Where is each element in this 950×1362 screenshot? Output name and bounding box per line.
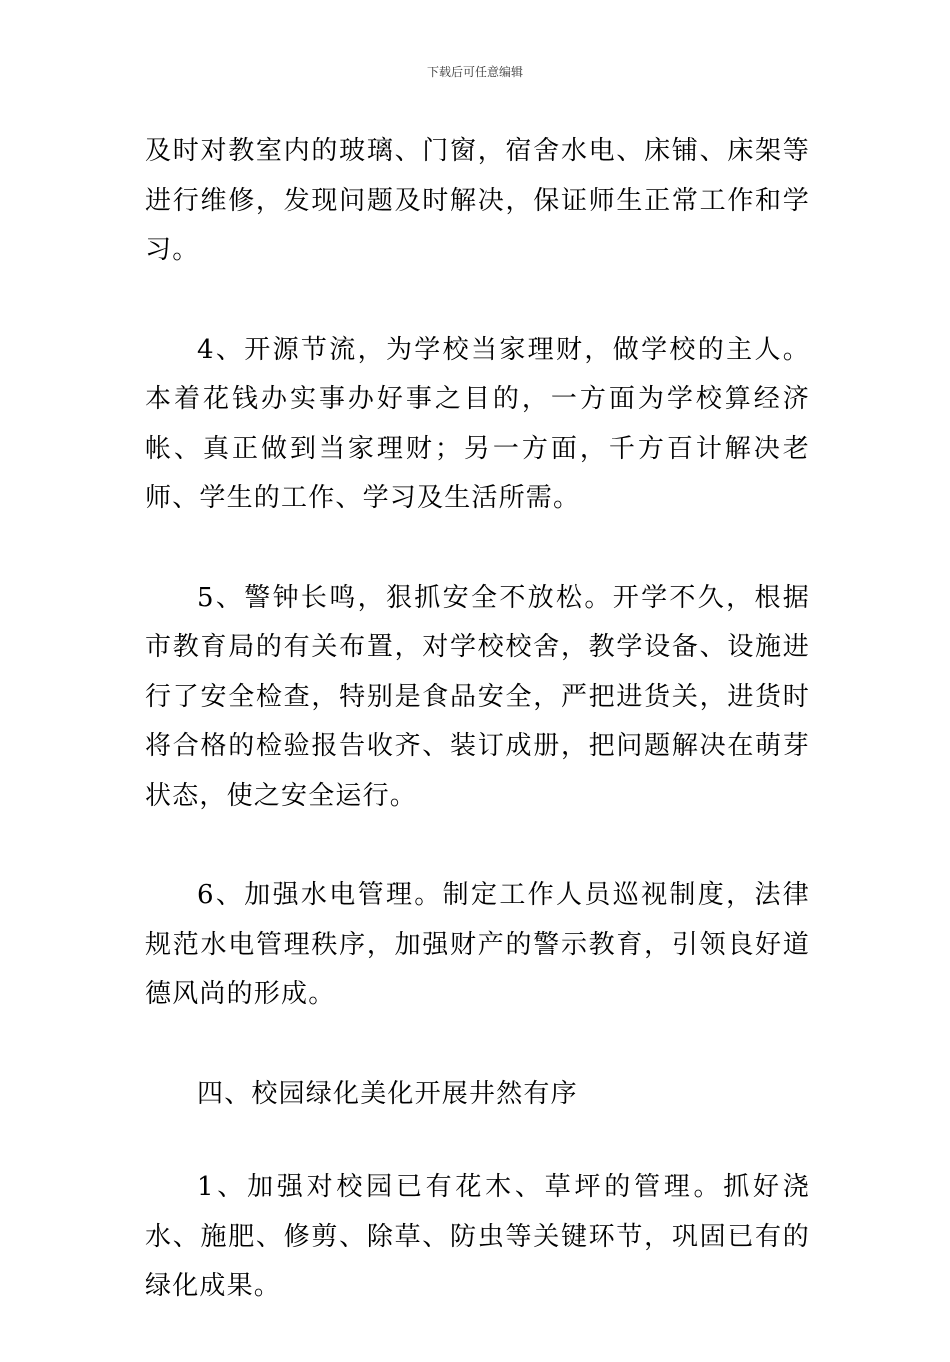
section-heading-4: 四、校园绿化美化开展井然有序 (197, 1078, 578, 1109)
paragraph-continuation: 及时对教室内的玻璃、门窗，宿舍水电、床铺、床架等进行维修，发现问题及时解决，保证师生正常工作和学习。 (145, 136, 810, 265)
paragraph-item-6: 6、加强水电管理。制定工作人员巡视制度，法律规范水电管理秩序，加强财产的警示教育，引领良好道德风尚的形成。 (145, 880, 810, 1009)
paragraph-item-1: 1、加强对校园已有花木、草坪的管理。抓好浇水、施肥、修剪、除草、防虫等关键环节，巩固已有的绿化成果。 (145, 1172, 810, 1301)
page-header: 下载后可任意编辑 (426, 65, 523, 79)
paragraph-item-5: 5、警钟长鸣，狠抓安全不放松。开学不久，根据市教育局的有关布置，对学校校舍，教学设备、设施进行了安全检查，特别是食品安全，严把进货关，进货时将合格的检验报告收齐、装订成册，把问题解决在萌芽状态，使之安全运行。 (145, 582, 810, 811)
document-body (145, 127, 810, 1362)
paragraph-item-4: 4、开源节流，为学校当家理财，做学校的主人。本着花钱办实事办好事之目的，一方面为学校算经济帐、真正做到当家理财；另一方面，千方百计解决老师、学生的工作、学习及生活所需。 (145, 334, 810, 513)
